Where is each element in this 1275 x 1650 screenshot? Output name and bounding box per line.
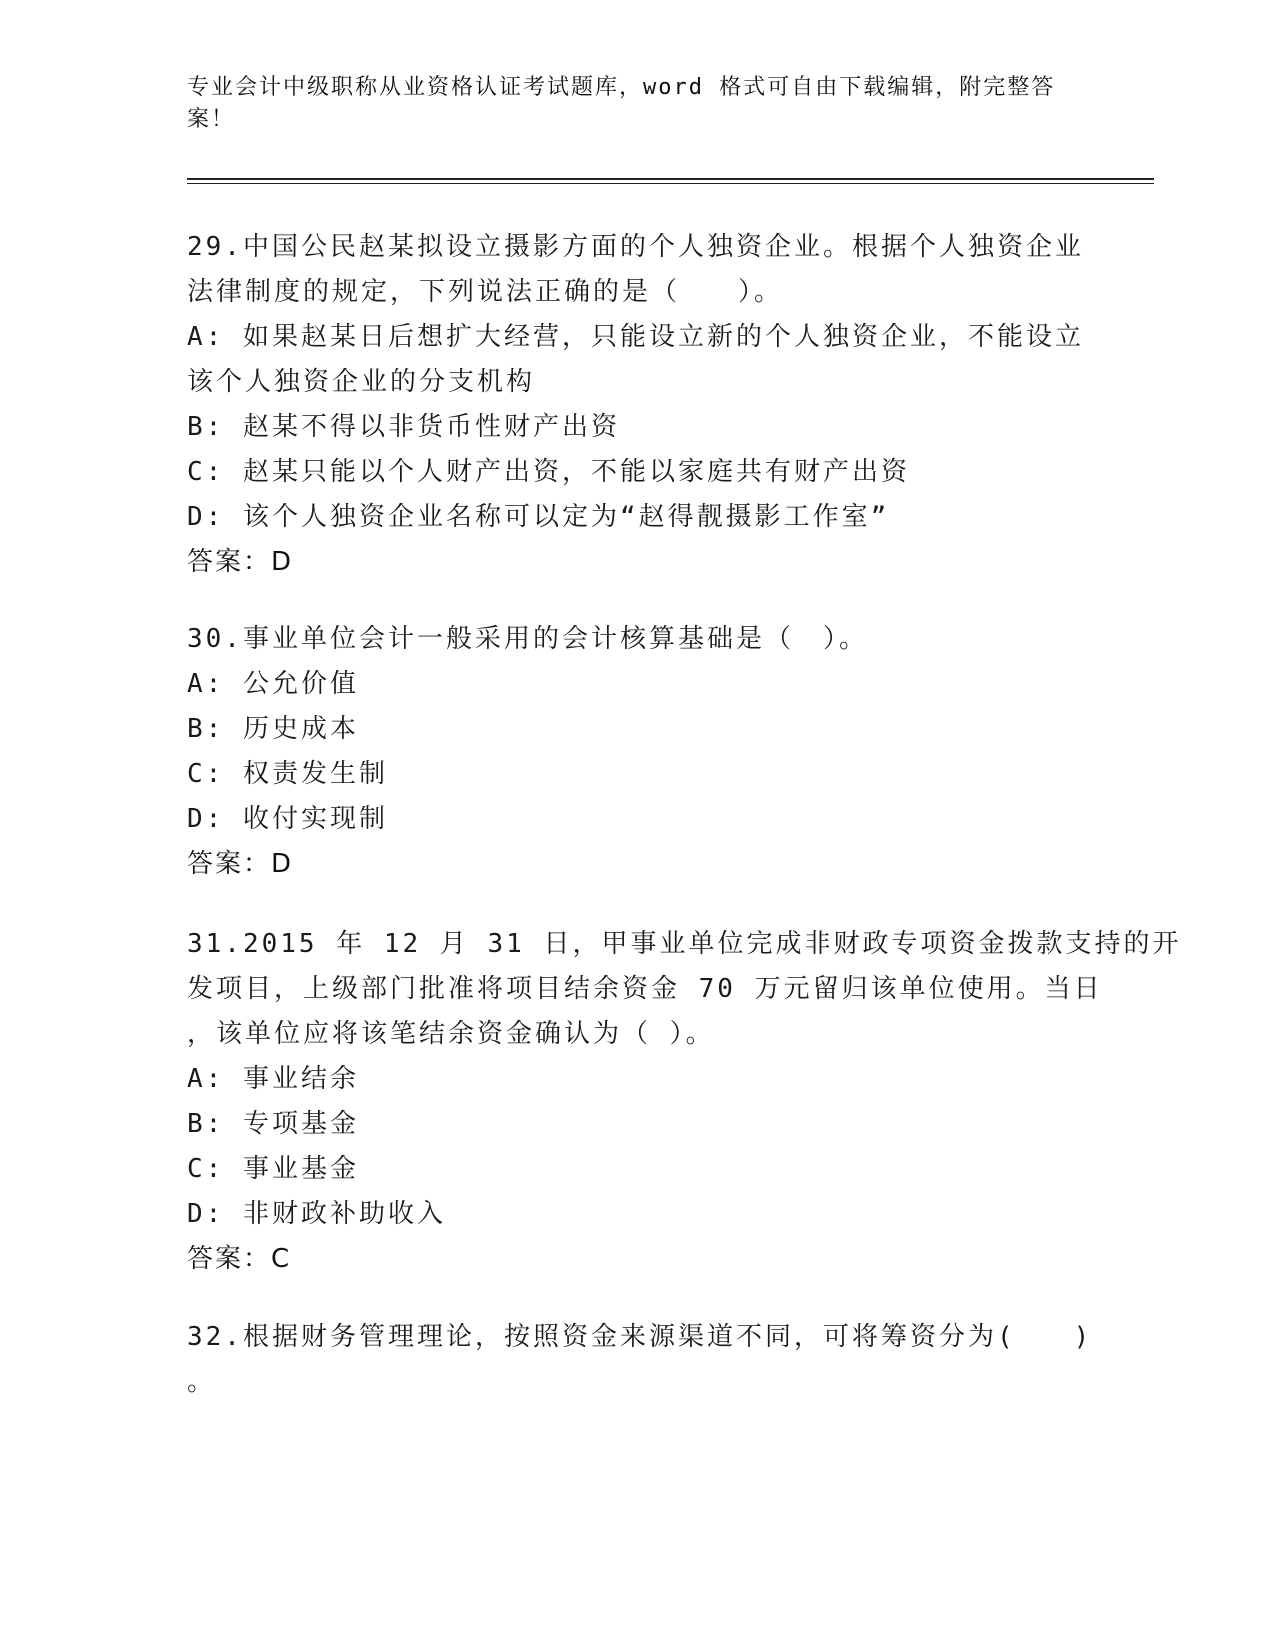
option-b: B: 专项基金 <box>187 1109 359 1139</box>
option-d: D: 非财政补助收入 <box>187 1199 446 1229</box>
option-a-continued: 该个人独资企业的分支机构 <box>187 367 536 397</box>
stem-line: 法律制度的规定，下列说法正确的是（ ）。 <box>187 277 784 307</box>
answer: 答案：C <box>187 1244 292 1274</box>
option-c: C: 事业基金 <box>187 1154 359 1184</box>
stem-line: 。 <box>187 1367 217 1397</box>
stem-line: 31.2015 年 12 月 31 日，甲事业单位完成非财政专项资金拨款支持的开 <box>187 929 1182 959</box>
stem-line: 发项目，上级部门批准将项目结余资金 70 万元留归该单位使用。当日 <box>187 974 1103 1004</box>
question-30 <box>187 617 1087 887</box>
option-c: C: 赵某只能以个人财产出资，不能以家庭共有财产出资 <box>187 457 910 487</box>
header-divider-thin <box>187 183 1154 184</box>
stem-line: 29.中国公民赵某拟设立摄影方面的个人独资企业。根据个人独资企业 <box>187 232 1084 262</box>
question-stem <box>187 922 1182 1057</box>
option-c: C: 权责发生制 <box>187 759 388 789</box>
option-d: D: 收付实现制 <box>187 804 388 834</box>
stem-line: ，该单位应将该笔结余资金确认为（ ）。 <box>187 1019 715 1049</box>
question-stem <box>187 617 1087 662</box>
option-a: A: 公允价值 <box>187 669 359 699</box>
option-a: A: 事业结余 <box>187 1064 359 1094</box>
option-d: D: 该个人独资企业名称可以定为“赵得靓摄影工作室” <box>187 502 890 532</box>
question-31 <box>187 922 1182 1282</box>
question-stem <box>187 1315 1093 1405</box>
option-a: A: 如果赵某日后想扩大经营，只能设立新的个人独资企业，不能设立 <box>187 322 1084 352</box>
answer: 答案：D <box>187 547 294 577</box>
question-29 <box>187 225 1087 585</box>
page-header <box>187 72 1067 136</box>
header-divider-thick <box>187 178 1154 180</box>
header-line-1: 专业会计中级职称从业资格认证考试题库，word 格式可自由下载编辑，附完整答 <box>187 75 1056 100</box>
stem-line: 30.事业单位会计一般采用的会计核算基础是（ ）。 <box>187 624 868 654</box>
answer: 答案：D <box>187 849 294 879</box>
option-b: B: 历史成本 <box>187 714 359 744</box>
question-32 <box>187 1315 1093 1405</box>
stem-line: 32.根据财务管理理论，按照资金来源渠道不同，可将筹资分为( ) <box>187 1322 1093 1352</box>
option-b: B: 赵某不得以非货币性财产出资 <box>187 412 620 442</box>
question-stem <box>187 225 1087 315</box>
header-line-2: 案！ <box>187 107 236 132</box>
